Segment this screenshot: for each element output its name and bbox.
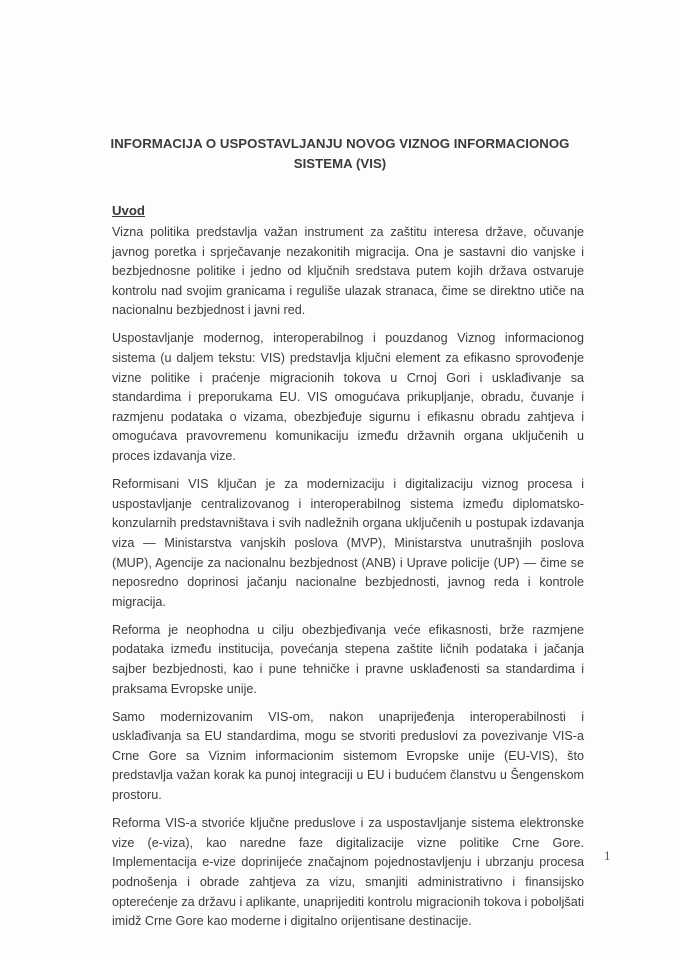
- document-title: INFORMACIJA O USPOSTAVLJANJU NOVOG VIZNOG INFORMACIONOG SISTEMA (VIS): [110, 136, 570, 171]
- paragraph-uspostavljanje-vis: Uspostavljanje modernog, interoperabilnog i pouzdanog Viznog informacionog sistema (u daljem tekstu: VIS) predstavlja ključni element za efikasno sprovođenje vizne politike i praćenje migracionih tokova u Crnoj Gori i usklađivanje sa standardima i preporukama EU. VIS omogućava prikupljanje, obradu, čuvanje i razmjenu podataka o vizama, obezbjeđuje sigurnu i efikasnu obradu zahtjeva i omogućava pravovremenu komunikaciju između državnih organa uključenih u proces izdavanja vize.: [112, 331, 584, 464]
- paragraph-reforma-neophodna: Reforma je neophodna u cilju obezbjeđivanja veće efikasnosti, brže razmjene podataka između institucija, povećanja stepena zaštite ličnih podataka i jačanja sajber bezbjednosti, kao i pune tehničke i pravne usklađenosti sa standardima i praksama Evropske unije.: [112, 622, 584, 696]
- paragraph-reformisani-vis: Reformisani VIS ključan je za modernizaciju i digitalizaciju viznog procesa i uspostavljanje centralizovanog i interoperabilnog sistema između diplomatsko-konzularnih predstavništava i svih nadležnih organa uključenih u postupak izdavanja viza — Ministarstva vanjskih poslova (MVP), Ministarstva unutrašnjih poslova (MUP), Agencije za nacionalnu bezbjednost (ANB) i Uprave policije (UP) — čime se neposredno doprinosi jačanju nacionalne bezbjednosti, javnog reda i kontrole migracija.: [112, 477, 584, 609]
- document-body: [112, 202, 584, 932]
- section-heading-uvod: Uvod: [112, 203, 145, 218]
- paragraph-vizna-politika: Vizna politika predstavlja važan instrument za zaštitu interesa države, očuvanje javnog poretka i sprječavanje nezakonitih migracija. Ona je sastavni dio vanjske i bezbjednosne politike i jedno od ključnih sredstava putem kojih država ostvaruje kontrolu nad svojim granicama i reguliše ulazak stranaca, čime se direktno utiče na nacionalnu bezbjednost i javni red.: [112, 225, 584, 318]
- page-number: 1: [604, 848, 611, 863]
- paragraph-e-viza: Reforma VIS-a stvoriće ključne preduslove i za uspostavljanje sistema elektronske vize (e-viza), kao naredne faze digitalizacije vizne politike Crne Gore. Implementacija e-vize doprinijeće značajnom pojednostavljenju i ubrzanju procesa podnošenja i obrade zahtjeva za vizu, smanjiti administrativno i finansijsko opterećenje za državu i aplikante, unaprijediti kontrolu migracionih tokova i poboljšati imidž Crne Gore kao moderne i digitalno orijentisane destinacije.: [112, 816, 584, 929]
- paragraph-eu-vis: Samo modernizovanim VIS-om, nakon unaprijeđenja interoperabilnosti i usklađivanja sa EU standardima, mogu se stvoriti preduslovi za povezivanje VIS-a Crne Gore sa Viznim informacionim sistemom Evropske unije (EU-VIS), što predstavlja važan korak ka punoj integraciji u EU i budućem članstvu u Šengenskom prostoru.: [112, 709, 584, 803]
